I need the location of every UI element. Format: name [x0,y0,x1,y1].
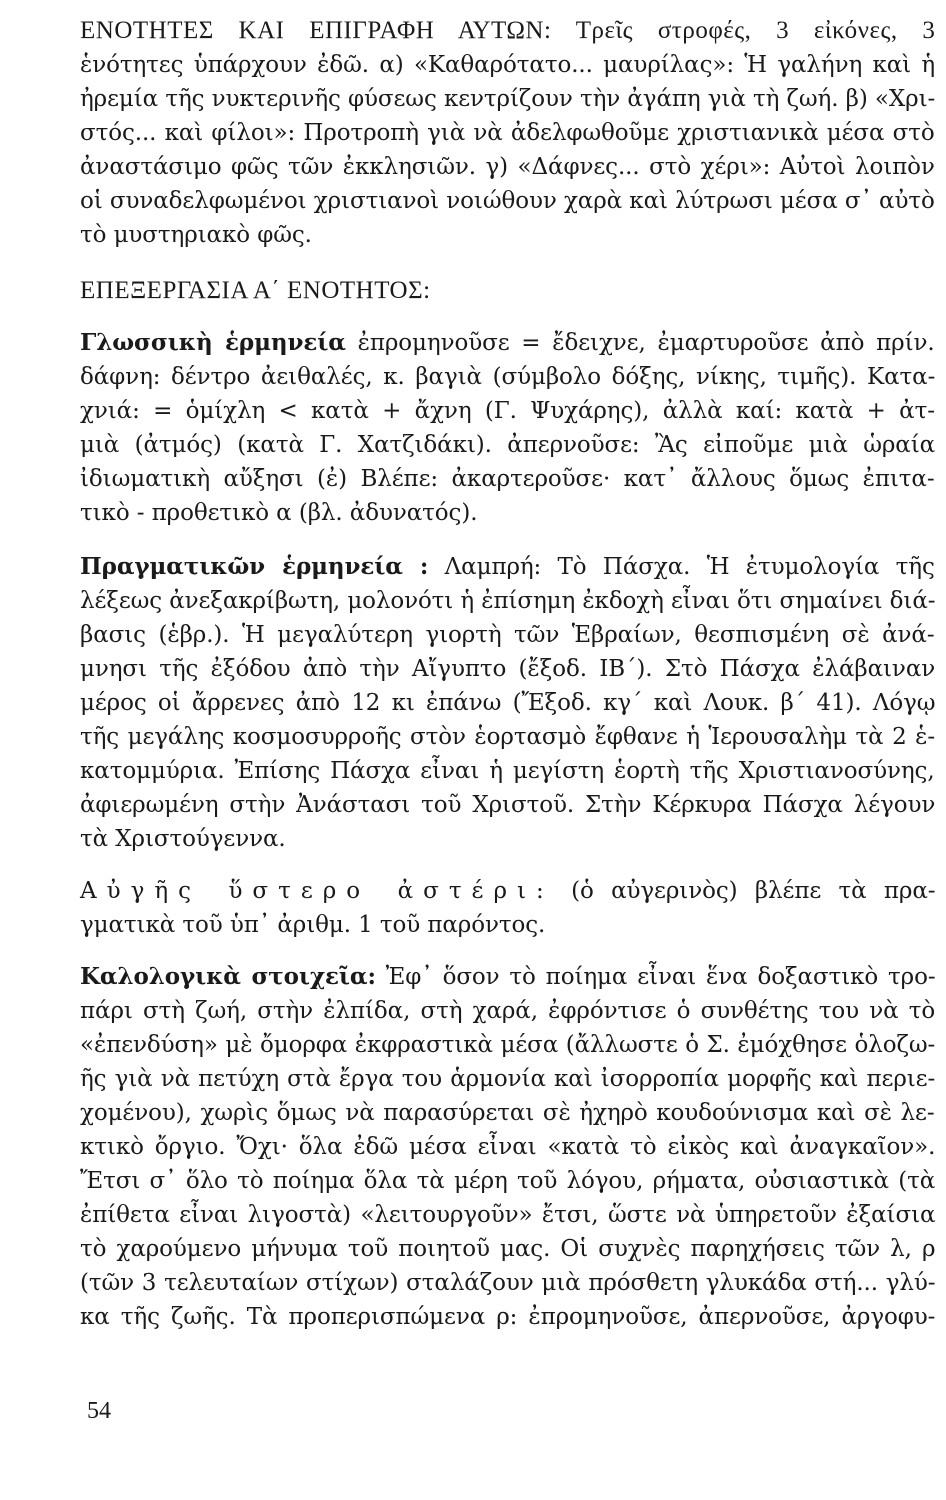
text-line [80,654,935,684]
line-text: ἑνότητες ὑπάρχουν ἐδῶ. α) «Καθαρότατο... μαυρίλας»: Ἡ γαλήνη καὶ ἡ [80,52,936,78]
line-text: ἐπρομηνοῦσε = ἔδειχνε, ἐμαρτυροῦσε ἀπὸ πρίν. [345,330,935,356]
text-line [80,876,935,906]
line-text: «ἐπενδύση» μὲ ὄμορφα ἐκφραστικὰ μέσα (ἄλλωστε ὁ Σ. ἐμόχθησε ὁλοζω- [80,1032,936,1058]
section-label: Γλωσσικὴ ἑρμηνεία [80,329,346,356]
line-text: λέξεως ἀνεξακρίβωτη, μολονότι ἡ ἐπίσημη ἐκδοχὴ εἶναι ὅτι σημαίνει διά- [80,588,936,614]
text-line [80,1098,935,1128]
line-text: χνιά: = ὁμίχλη < κατὰ + ἄχνη (Γ. Ψυχάρης), ἀλλὰ καί: κατὰ + ἀτ- [80,398,935,424]
line-text: μιὰ (ἀτμός) (κατὰ Γ. Χατζιδάκι). ἀπερνοῦσε: Ἂς εἰποῦμε μιὰ ὡραία [80,432,936,458]
section-label: Πραγματικῶν ἑρμηνεία : [80,553,429,580]
text-line [80,1200,935,1230]
text-line [80,790,935,820]
text-line [80,276,431,306]
text-line [80,756,935,786]
section-label: Καλολογικὰ στοιχεῖα: [80,963,376,990]
text-line [80,688,935,718]
line-text: χομένου), χωρὶς ὅμως νὰ παρασύρεται σὲ ἠχηρὸ κουδούνισμα καὶ σὲ λε- [80,1100,935,1126]
text-line [80,824,286,854]
line-text: (τῶν 3 τελευταίων στίχων) σταλάζουν μιὰ πρόσθετη γλυκάδα στή... γλύ- [80,1270,936,1296]
text-line [80,1132,935,1162]
page-number: 54 [87,1398,111,1424]
line-text: βασις (ἑβρ.). Ἡ μεγαλύτερη γιορτὴ τῶν Ἑβραίων, θεσπισμένη σὲ ἀνά- [80,622,935,648]
line-text: ῆς γιὰ νὰ πετύχη στὰ ἔργα του ἁρμονία καὶ ἰσορροπία μορφῆς καὶ περιε- [80,1066,936,1092]
text-line [80,430,935,460]
line-text: μέρος οἱ ἄρρενες ἀπὸ 12 κι ἐπάνω (Ἔξοδ. κγ΄ καὶ Λουκ. β΄ 41). Λόγῳ [80,690,936,716]
line-text: ἠρεμία τῆς νυκτερινῆς φύσεως κεντρίζουν τὴν ἀγάπη γιὰ τὴ ζωή. β) «Χρι- [80,86,936,112]
text-line [80,1064,935,1094]
text-line [80,152,935,182]
text-line [80,1234,935,1264]
section-label: Αὐγῆς ὕστερο ἀστέρι: [80,878,554,904]
line-text: τὸ μυστηριακὸ φῶς. [80,222,312,248]
text-line [80,84,935,114]
text-line [80,220,312,250]
line-text: οἱ συναδελφωμένοι χριστιανοὶ νοιώθουν χαρὰ καὶ λύτρωσι μέσα σ᾽ αὐτὸ [80,188,935,214]
line-text: ἐπίθετα εἶναι λιγοστὰ) «λειτουργοῦν» ἔτσι, ὥστε νὰ ὑπηρετοῦν ἐξαίσια [80,1202,936,1228]
line-text: Ἐφ᾽ ὅσον τὸ ποίημα εἶναι ἕνα δοξαστικὸ τρο- [375,964,936,990]
text-line [80,50,935,80]
text-line [80,186,935,216]
text-line [80,1166,935,1196]
line-text: κατομμύρια. Ἐπίσης Πάσχα εἶναι ἡ μεγίστη ἑορτὴ τῆς Χριστιανοσύνης, [80,758,935,784]
text-line [80,16,935,46]
line-text: ΕΠΕΞΕΡΓΑΣΙΑ Α΄ ΕΝΟΤΗΤΟΣ: [80,277,431,304]
text-line [80,498,477,528]
text-line [80,1268,935,1298]
text-line [80,1030,935,1060]
line-text: γματικὰ τοῦ ὑπ᾽ ἀριθμ. 1 τοῦ παρόντος. [80,912,546,938]
line-text: τικὸ - προθετικὸ α (βλ. ἀδυνατός). [80,500,478,526]
line-text: πάρι στὴ ζωή, στὴν ἐλπίδα, στὴ χαρά, ἐφρόντισε ὁ συνθέτης του νὰ τὸ [80,998,936,1024]
line-text: ΕΝΟΤΗΤΕΣ ΚΑΙ ΕΠΙΓΡΑΦΗ ΑΥΤΩΝ: Τρεῖς στροφές, 3 εἰκόνες, 3 [80,17,936,44]
text-line [80,396,935,426]
line-text: δάφνη: δέντρο ἀειθαλές, κ. βαγιὰ (σύμβολο δόξης, νίκης, τιμῆς). Κατα- [80,364,936,390]
text-line [80,118,935,148]
text-line [80,328,935,358]
line-text: κτικὸ ὄργιο. Ὄχι· ὅλα ἐδῶ μέσα εἶναι «κατὰ τὸ εἰκὸς καὶ ἀναγκαῖον». [80,1134,936,1160]
text-line [80,464,935,494]
text-line [80,552,935,582]
line-text: ἀναστάσιμο φῶς τῶν ἐκκλησιῶν. γ) «Δάφνες... στὸ χέρι»: Αὐτοὶ λοιπὸν [80,154,935,180]
text-line [80,1302,935,1332]
text-line [80,910,545,940]
line-text: Ἔτσι σ᾽ ὅλο τὸ ποίημα ὅλα τὰ μέρη τοῦ λόγου, ρήματα, οὐσιαστικὰ (τὰ [80,1168,936,1194]
line-text: τὰ Χριστούγεννα. [80,826,286,852]
text-line [80,362,935,392]
line-text: ἰδιωματικὴ αὔξησι (ἐ) Βλέπε: ἀκαρτεροῦσε· κατ᾽ ἄλλους ὅμως ἐπιτα- [80,466,935,492]
line-text: ἀφιερωμένη στὴν Ἀνάστασι τοῦ Χριστοῦ. Στὴν Κέρκυρα Πάσχα λέγουν [80,792,936,818]
line-text: Λαμπρή: Τὸ Πάσχα. Ἡ ἐτυμολογία τῆς [428,554,935,580]
text-line [80,722,935,752]
line-text: (ὁ αὐγερινὸς) βλέπε τὰ πρα- [553,878,936,904]
text-line [80,620,935,650]
text-line [80,996,935,1026]
line-text: τῆς μεγάλης κοσμοσυρροῆς στὸν ἑορτασμὸ ἔφθανε ἡ Ἱερουσαλὴμ τὰ 2 ἑ- [80,724,936,750]
text-line [80,586,935,616]
line-text: μνησι τῆς ἐξόδου ἀπὸ τὴν Αἴγυπτο (ἔξοδ. ΙΒ΄). Στὸ Πάσχα ἐλάβαιναν [80,656,936,682]
line-text: τὸ χαρούμενο μήνυμα τοῦ ποιητοῦ μας. Οἱ συχνὲς παρηχήσεις τῶν λ, ρ [80,1236,936,1262]
text-line [80,962,936,992]
line-text: κα τῆς ζωῆς. Τὰ προπερισπώμενα ρ: ἐπρομηνοῦσε, ἀπερνοῦσε, ἀργοφυ- [80,1304,936,1330]
line-text: στός... καὶ φίλοι»: Προτροπὴ γιὰ νὰ ἀδελφωθοῦμε χριστιανικὰ μέσα στὸ [80,120,935,146]
